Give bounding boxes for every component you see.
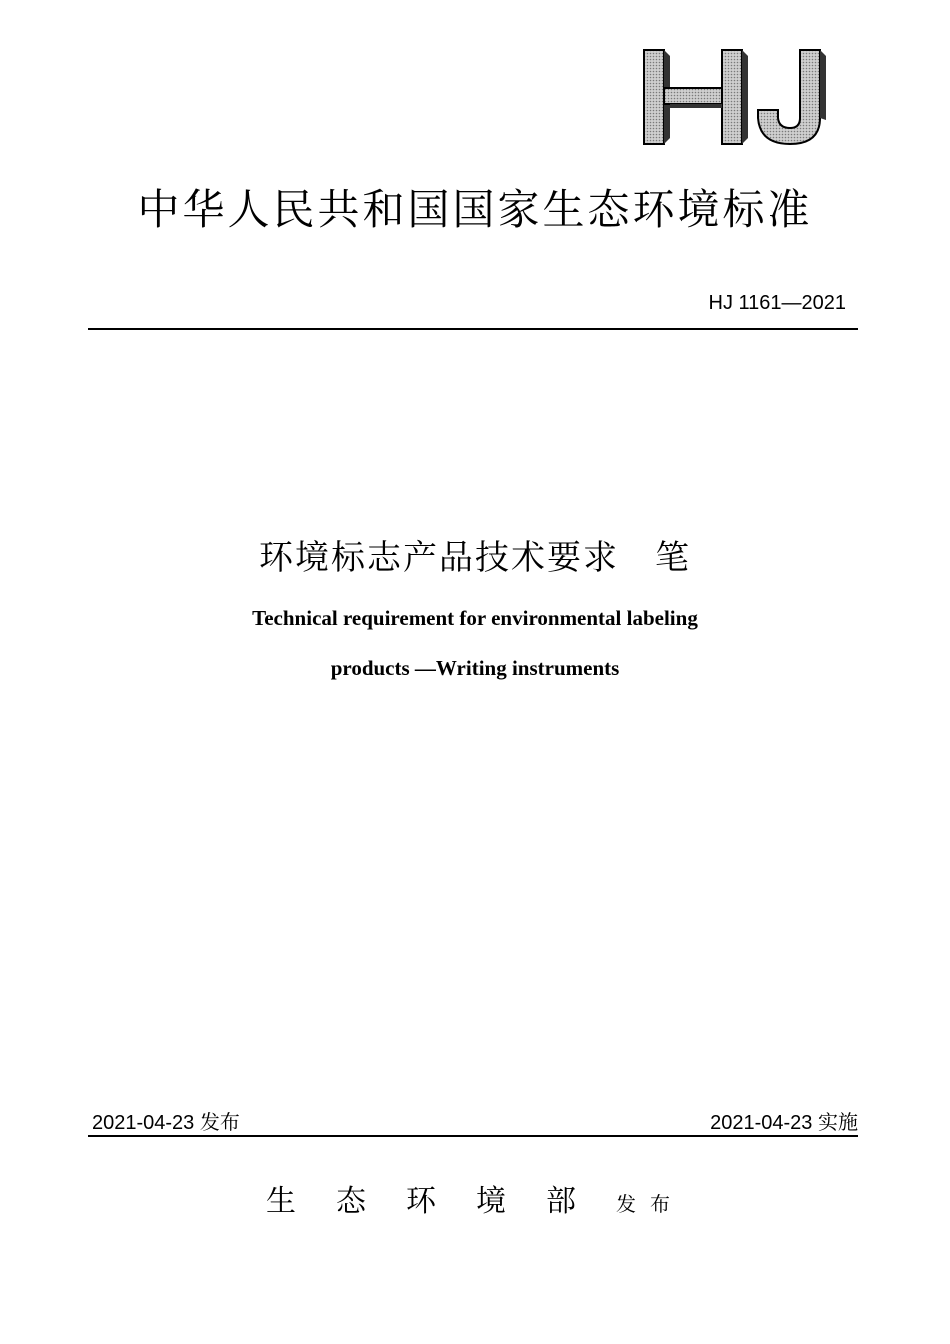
hj-logo (640, 46, 832, 148)
publisher-action: 发布 (616, 1192, 684, 1216)
issue-date: 2021-04-23 发布 (92, 1112, 240, 1134)
logo-text: HJ (640, 46, 642, 47)
standard-type-title: 中华人民共和国国家生态环境标准 (137, 185, 813, 234)
top-divider (88, 328, 858, 330)
bottom-divider (88, 1135, 858, 1137)
english-title-line-1: Technical requirement for environmental labeling (252, 606, 698, 630)
publisher-line (0, 1180, 950, 1228)
chinese-title: 环境标志产品技术要求 笔 (259, 538, 691, 578)
implementation-date: 2021-04-23 实施 (710, 1112, 858, 1134)
english-title-line-2: products —Writing instruments (330, 656, 620, 680)
publisher-name: 生态环境部 (266, 1184, 616, 1219)
standard-number: HJ 1161—2021 (708, 292, 846, 314)
